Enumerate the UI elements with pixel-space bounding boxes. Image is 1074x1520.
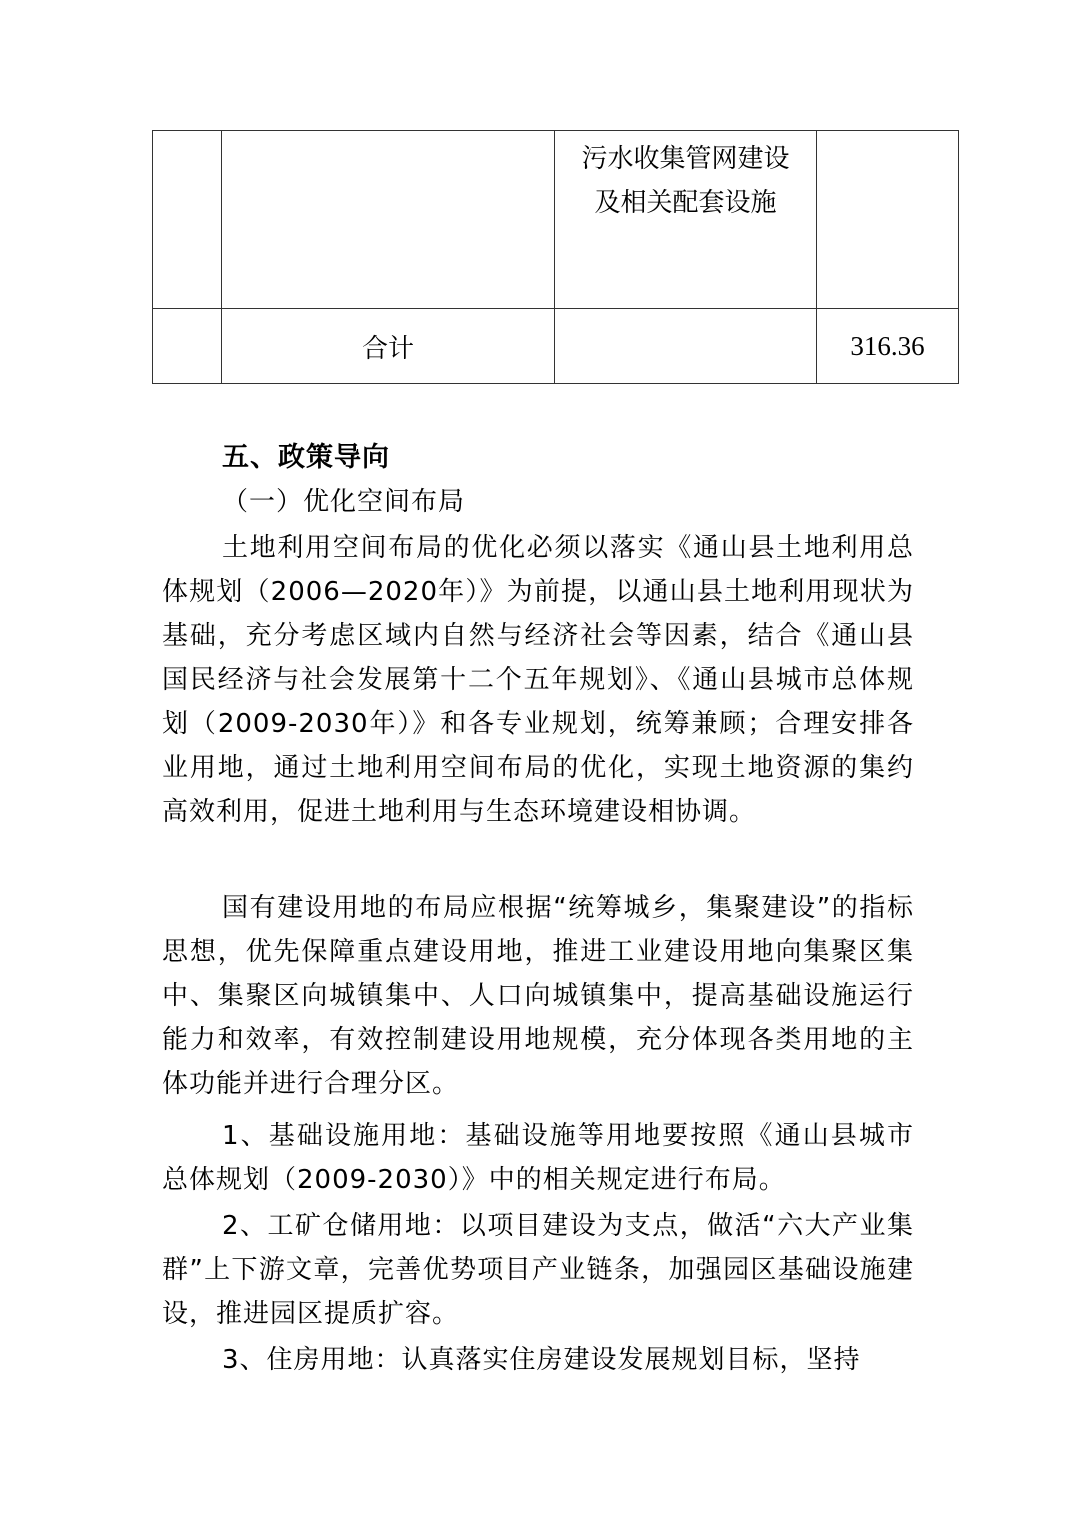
list-item-housing: 3、住房用地：认真落实住房建设发展规划目标，坚持 (222, 1345, 861, 1375)
total-label: 合计 (222, 309, 555, 384)
table-total-row (153, 309, 959, 384)
subsection-heading: （一）优化空间布局 (222, 487, 466, 517)
table-cell-description (555, 309, 817, 384)
table-cell-amount (817, 131, 959, 309)
description-line-1: 污水收集管网建设 (581, 144, 790, 174)
list-item-infrastructure: 1、基础设施用地：基础设施等用地要按照《通山县城市总体规划（2009-2030）》中的相关规定进行布局。 (162, 1121, 914, 1195)
table-cell-item (222, 131, 555, 309)
paragraph-state-land: 国有建设用地的布局应根据“统筹城乡，集聚建设”的指标思想，优先保障重点建设用地，推进工业建设用地向集聚区集中、集聚区向城镇集中、人口向城镇集中，提高基础设施运行能力和效率，有效控制建设用地规模，充分体现各类用地的主体功能并进行合理分区。 (162, 893, 914, 1099)
table-cell-index (153, 309, 222, 384)
budget-table (152, 130, 959, 384)
list-item-industrial-storage: 2、工矿仓储用地：以项目建设为支点，做活“六大产业集群”上下游文章，完善优势项目产业链条，加强园区基础设施建设，推进园区提质扩容。 (162, 1211, 914, 1329)
description-line-2: 及相关配套设施 (594, 188, 777, 218)
total-value: 316.36 (817, 309, 959, 384)
table-cell-description (555, 131, 817, 309)
section-heading: 五、政策导向 (222, 442, 390, 473)
table-cell-index (153, 131, 222, 309)
paragraph-layout-optimization: 土地利用空间布局的优化必须以落实《通山县土地利用总体规划（2006—2020年）》为前提，以通山县土地利用现状为基础，充分考虑区域内自然与经济社会等因素，结合《通山县国民经济与社会发展第十二个五年规划》、《通山县城市总体规划（2009-2030年）》和各专业规划，统筹兼顾；合理安排各业用地，通过土地利用空间布局的优化，实现土地资源的集约高效利用，促进土地利用与生态环境建设相协调。 (162, 533, 914, 827)
table-row (153, 131, 959, 309)
